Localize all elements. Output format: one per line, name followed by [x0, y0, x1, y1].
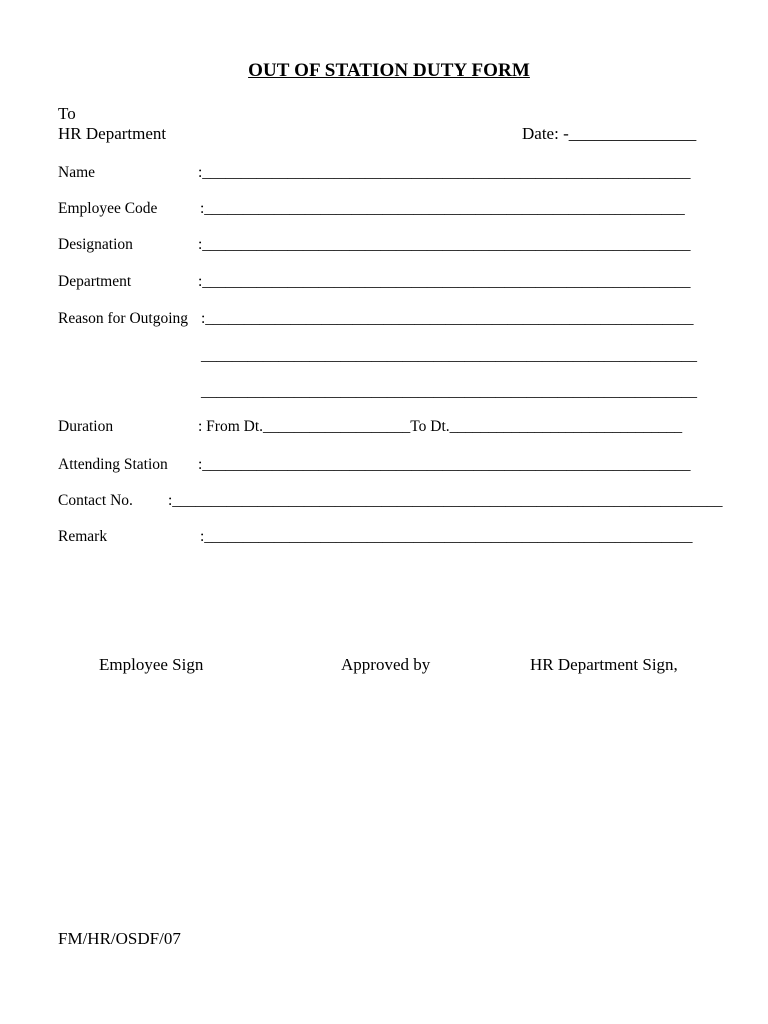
- hr-department-sign: HR Department Sign,: [530, 655, 678, 674]
- attending-station-label: Attending Station: [58, 456, 168, 473]
- contact-label: Contact No.: [58, 492, 133, 509]
- attending-station-line: :_______________________________________________________________: [198, 456, 691, 473]
- employee-code-line: :______________________________________________________________: [200, 200, 685, 217]
- duration-line: : From Dt.___________________To Dt.______________________________: [198, 418, 683, 435]
- date-field: Date: -_______________: [522, 124, 697, 143]
- department-label: Department: [58, 273, 132, 290]
- contact-line: :_______________________________________________________________________: [168, 492, 723, 509]
- remark-label: Remark: [58, 528, 108, 545]
- employee-sign: Employee Sign: [99, 655, 204, 674]
- name-label: Name: [58, 164, 96, 181]
- addressee-to: To: [58, 104, 76, 123]
- employee-code-label: Employee Code: [58, 200, 158, 217]
- reason-line: :_______________________________________________________________: [201, 310, 694, 327]
- designation-label: Designation: [58, 236, 133, 253]
- form-title: OUT OF STATION DUTY FORM: [248, 60, 530, 81]
- department-line: :_______________________________________________________________: [198, 273, 691, 290]
- approved-by: Approved by: [341, 655, 431, 674]
- duration-label: Duration: [58, 418, 114, 435]
- designation-line: :_______________________________________________________________: [198, 236, 691, 253]
- reason-line-3: ________________________________________________________________: [201, 383, 697, 400]
- reason-label: Reason for Outgoing: [58, 310, 189, 327]
- remark-line: :_______________________________________________________________: [200, 528, 693, 545]
- reason-line-2: ________________________________________________________________: [201, 347, 697, 364]
- name-line: :_______________________________________________________________: [198, 164, 691, 181]
- addressee-department: HR Department: [58, 124, 167, 143]
- form-code: FM/HR/OSDF/07: [58, 929, 181, 948]
